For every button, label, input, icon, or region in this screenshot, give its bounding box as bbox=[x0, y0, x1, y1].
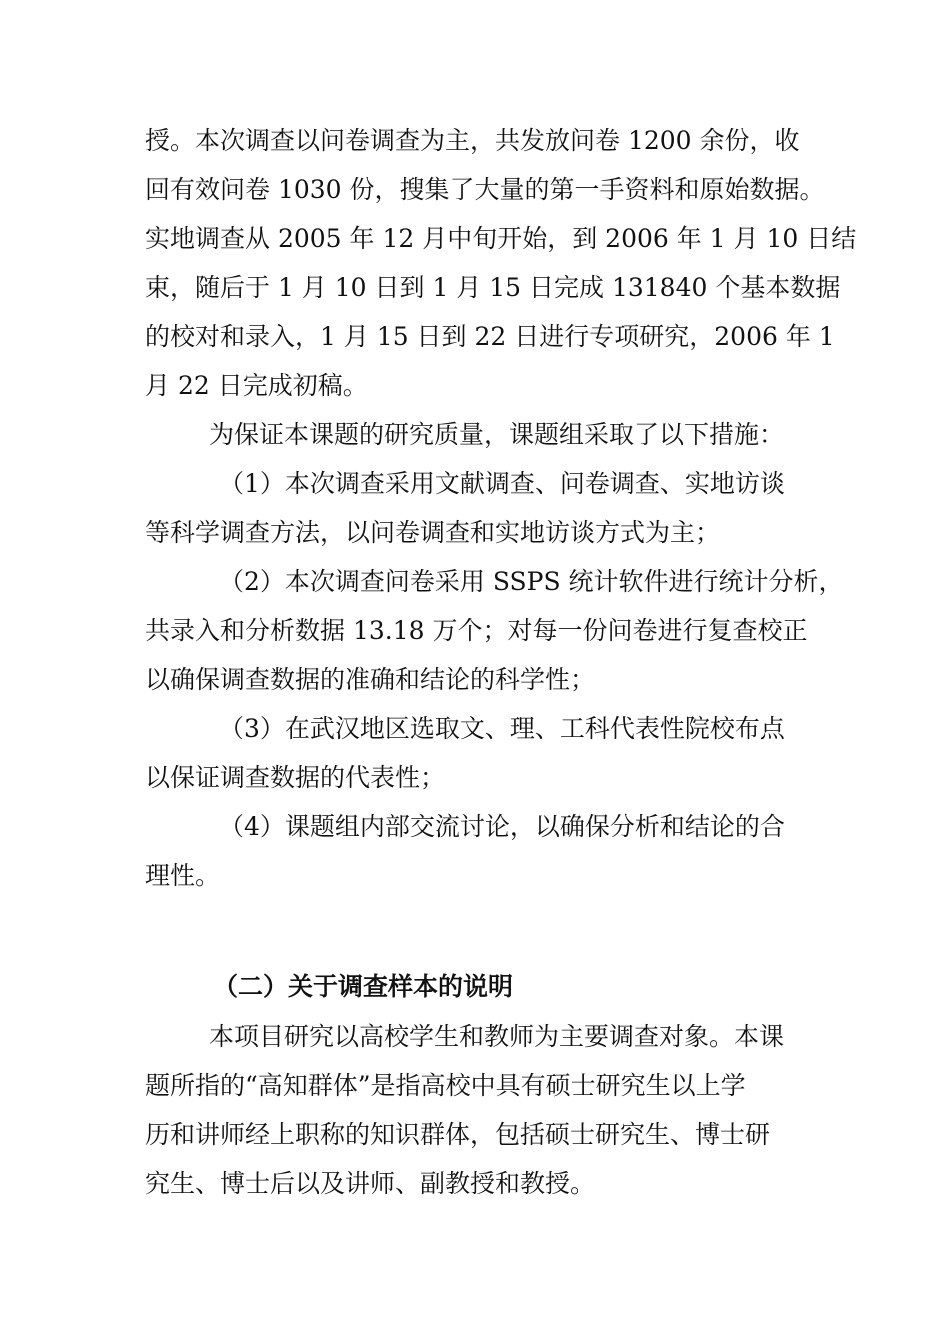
text-line: 究生、博士后以及讲师、副教授和教授。 bbox=[145, 1169, 596, 1198]
list-item-line: 共录入和分析数据 13.18 万个；对每一份问卷进行复查校正 bbox=[145, 616, 808, 645]
section-heading: （二）关于调查样本的说明 bbox=[213, 972, 514, 1001]
list-item-line: （3）在武汉地区选取文、理、工科代表性院校布点 bbox=[219, 714, 785, 743]
text-line: 束，随后于 1 月 10 日到 1 月 15 日完成 131840 个基本数据 bbox=[145, 273, 841, 302]
text-line: 本项目研究以高校学生和教师为主要调查对象。本课 bbox=[209, 1022, 785, 1051]
list-item-line: （1）本次调查采用文献调查、问卷调查、实地访谈 bbox=[219, 469, 785, 498]
text-line: 授。本次调查以问卷调查为主，共发放问卷 1200 余份，收 bbox=[145, 126, 800, 155]
text-line: 的校对和录入，1 月 15 日到 22 日进行专项研究，2006 年 1 bbox=[145, 322, 835, 351]
text-line: 回有效问卷 1030 份，搜集了大量的第一手资料和原始数据。 bbox=[145, 175, 825, 204]
list-item-line: 理性。 bbox=[145, 861, 221, 890]
text-line: 题所指的“高知群体”是指高校中具有硕士研究生以上学 bbox=[145, 1071, 746, 1100]
list-item-line: 以保证调查数据的代表性； bbox=[145, 763, 446, 792]
list-item-line: 等科学调查方法，以问卷调查和实地访谈方式为主； bbox=[145, 518, 721, 547]
list-item-line: （2）本次调查问卷采用 SSPS 统计软件进行统计分析， bbox=[219, 567, 844, 596]
text-line: 历和讲师经上职称的知识群体，包括硕士研究生、博士研 bbox=[145, 1120, 771, 1149]
section-body bbox=[145, 1012, 825, 1208]
text-line: 实地调查从 2005 年 12 月中旬开始，到 2006 年 1 月 10 日结 bbox=[145, 224, 857, 253]
text-line: 为保证本课题的研究质量，课题组采取了以下措施： bbox=[209, 420, 785, 449]
list-item-line: （4）课题组内部交流讨论，以确保分析和结论的合 bbox=[219, 812, 785, 841]
list-item-line: 以确保调查数据的准确和结论的科学性； bbox=[145, 665, 596, 694]
body-text bbox=[145, 116, 857, 900]
text-line: 月 22 日完成初稿。 bbox=[145, 371, 368, 400]
